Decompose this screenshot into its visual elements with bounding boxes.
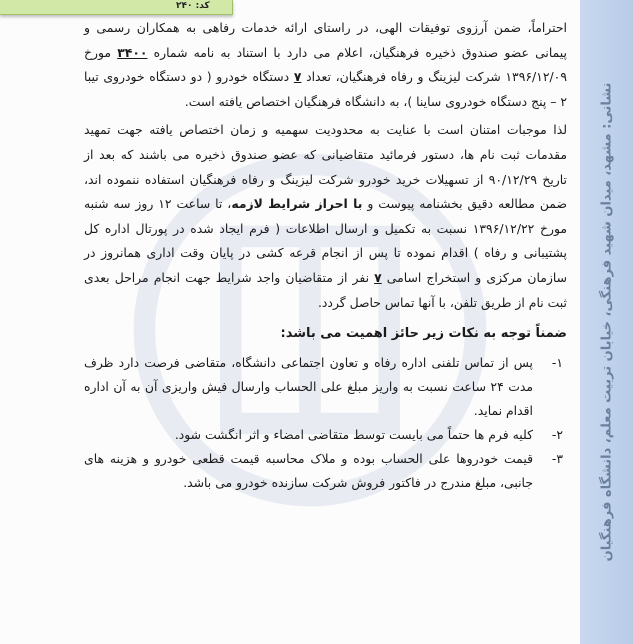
side-address-band	[580, 0, 633, 644]
item-number: ۲-	[551, 427, 563, 443]
notes-heading: ضمناً توجه به نکات زیر حائز اهمیت می باشد:	[280, 326, 567, 342]
item-number: ۱-	[551, 355, 563, 371]
list-item	[84, 351, 567, 423]
form-code: کد: ۲۴۰	[176, 1, 210, 11]
notes-list	[84, 351, 567, 495]
item-text: قیمت خودروها علی الحساب بوده و ملاک محاسبه قیمت قطعی خودرو و هزینه های جانبی، مبلغ مندرج در فاکتور فروش شرکت سازنده خودرو می باشد.	[84, 451, 533, 491]
conditions-bold: با احراز شرایط لازمه	[231, 196, 363, 212]
letter-number: ۳۴۰۰	[117, 44, 148, 60]
paragraph-request: لذا موجبات امتنان است با عنایت به محدودیت سهمیه و زمان اختصاص یافته جهت تمهید مقدمات ثبت نام ها، دستور فرمائید متقاضیانی که عضو صندوق ذخیره می باشند که بعد از تاریخ ۹۰/۱۲/۲۹ از تسهیلات خرید خودرو شرکت لیزینگ و رفاه فرهنگیان استفاده ننموده اند، ضمن مطالعه دقیق بخشنامه پیوست و با احراز شرایط لازمه، تا ساعت ۱۲ روز سه شنبه مورخ ۱۳۹۶/۱۲/۲۲ نسبت به تکمیل و ارسال اطلاعات ( فرم ایجاد شده در پورتال اداره کل پشتیبانی و رفاه ) اقدام نموده تا پس از انجام قرعه کشی در پایان وقت اداری همانروز در سازمان مرکزی و استخراج اسامی ۷ نفر از متقاضیان واجد شرایط جهت انجام مراحل بعدی ثبت نام از طریق تلفن، با آنها تماس حاصل گردد.	[84, 122, 568, 310]
letter-body	[84, 0, 567, 495]
side-address-text: نشانی: مشهد، میدان شهید فرهنگی، خیابان تربیت معلم، دانشگاه فرهنگیان	[599, 82, 614, 562]
selected-count: ۷	[374, 269, 382, 285]
list-item	[84, 423, 567, 447]
item-number: ۳-	[551, 451, 563, 467]
paragraph-intro: احتراماً، ضمن آرزوی توفیقات الهی، در راستای ارائه خدمات رفاهی به همکاران رسمی و پیمانی عضو صندوق ذخیره فرهنگیان، اعلام می دارد با استناد به نامه شماره ۳۴۰۰ مورخ ۱۳۹۶/۱۲/۰۹ شرکت لیزینگ و رفاه فرهنگیان، تعداد ۷ دستگاه خودرو ( دو دستگاه خودروی تیبا ۲ – پنج دستگاه خودروی ساینا )، به دانشگاه فرهنگیان اختصاص یافته است.	[84, 20, 567, 109]
car-count: ۷	[293, 69, 302, 85]
item-text: کلیه فرم ها حتماً می بایست توسط متقاضی امضاء و اثر انگشت شود.	[174, 427, 533, 443]
list-item	[84, 447, 567, 495]
item-text: پس از تماس تلفنی اداره رفاه و تعاون اجتماعی دانشگاه، متقاضی فرصت دارد ظرف مدت ۲۴ ساعت نسبت به واریز مبلغ علی الحساب وارسال فیش واریزی آن به آن اداره اقدام نماید.	[84, 355, 533, 419]
